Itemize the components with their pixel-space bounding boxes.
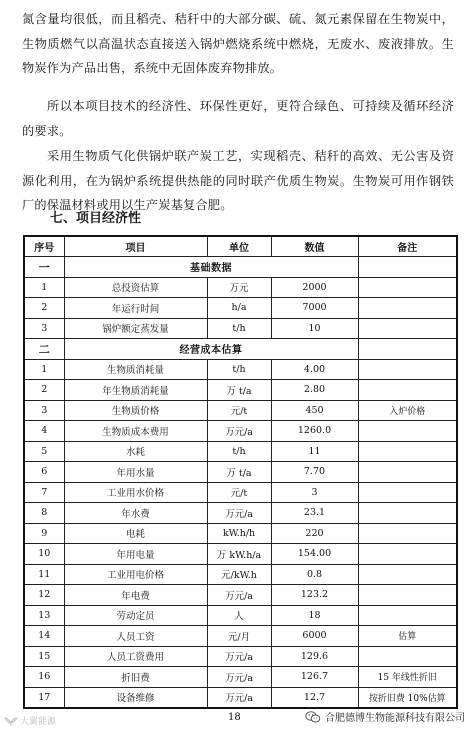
- category-remark-cell: [358, 339, 457, 360]
- cell-value: 450: [271, 400, 358, 421]
- cell-no: 11: [24, 564, 64, 585]
- cell-remark: 按折旧费 10%估算: [358, 687, 457, 708]
- cell-unit: 元/kW.h: [207, 564, 271, 585]
- cell-item: 工业用电价格: [64, 564, 207, 585]
- cell-no: 15: [24, 646, 64, 667]
- table-row: [24, 421, 457, 442]
- cell-value: 7.70: [271, 462, 358, 483]
- table-row: [24, 667, 457, 688]
- table-row: [24, 462, 457, 483]
- watermark-logo: [4, 714, 56, 727]
- cell-no: 4: [24, 421, 64, 442]
- cell-unit: t/h: [207, 359, 271, 380]
- cell-value: 11: [271, 441, 358, 462]
- cell-value: 1260.0: [271, 421, 358, 442]
- cell-unit: t/h: [207, 441, 271, 462]
- sprout-logo-icon: [4, 715, 18, 727]
- cell-no: 1: [24, 359, 64, 380]
- cell-no: 13: [24, 605, 64, 626]
- cell-unit: 元/t: [207, 482, 271, 503]
- table-row: [24, 523, 457, 544]
- cell-remark: [358, 380, 457, 401]
- cell-remark: [358, 359, 457, 380]
- cell-unit: 万元/a: [207, 503, 271, 524]
- table-row: [24, 605, 457, 626]
- cell-item: 年用水量: [64, 462, 207, 483]
- cell-unit: 万 kW.h/a: [207, 544, 271, 565]
- cell-remark: [358, 523, 457, 544]
- table-row: [24, 298, 457, 319]
- cell-remark: [358, 318, 457, 339]
- table-row: [24, 503, 457, 524]
- cell-remark: [358, 462, 457, 483]
- table-row: [24, 544, 457, 565]
- cell-value: 10: [271, 318, 358, 339]
- cell-unit: 万元/a: [207, 687, 271, 708]
- cell-value: 129.6: [271, 646, 358, 667]
- table-category-row: [24, 257, 457, 278]
- cell-item: 年运行时间: [64, 298, 207, 319]
- cell-value: 4.00: [271, 359, 358, 380]
- cell-item: 锅炉额定蒸发量: [64, 318, 207, 339]
- cell-unit: 人: [207, 605, 271, 626]
- cell-remark: [358, 585, 457, 606]
- cell-no: 5: [24, 441, 64, 462]
- cell-no: 16: [24, 667, 64, 688]
- table-row: [24, 626, 457, 647]
- cell-no: 17: [24, 687, 64, 708]
- cell-remark: [358, 646, 457, 667]
- cell-no: 3: [24, 400, 64, 421]
- cell-value: 18: [271, 605, 358, 626]
- header-item: 项目: [64, 236, 207, 257]
- cell-remark: [358, 564, 457, 585]
- cell-value: 154.00: [271, 544, 358, 565]
- header-remark: 备注: [358, 236, 457, 257]
- cell-unit: 万元/a: [207, 585, 271, 606]
- table-row: [24, 441, 457, 462]
- table-body: [24, 257, 457, 708]
- cell-value: 2000: [271, 277, 358, 298]
- cell-no: 1: [24, 277, 64, 298]
- cell-item: 总投资估算: [64, 277, 207, 298]
- table-category-row: [24, 339, 457, 360]
- cell-remark: [358, 441, 457, 462]
- table-row: [24, 646, 457, 667]
- cell-no: 14: [24, 626, 64, 647]
- cell-remark: [358, 421, 457, 442]
- cell-item: 年用电量: [64, 544, 207, 565]
- paragraph-process: 采用生物质气化供锅炉联产炭工艺，实现稻壳、秸秆的高效、无公害及资源化利用，在为锅炉系统提供热能的同时联产优质生物炭。生物炭可用作钢铁厂的保温材料或用以生产炭基复合肥。: [22, 149, 454, 212]
- table-row: [24, 318, 457, 339]
- table-row: [24, 585, 457, 606]
- header-value: 数值: [271, 236, 358, 257]
- table-row: [24, 482, 457, 503]
- category-number: 二: [24, 339, 64, 360]
- cell-unit: t/h: [207, 318, 271, 339]
- header-no: 序号: [24, 236, 64, 257]
- cell-item: 电耗: [64, 523, 207, 544]
- category-title: 经营成本估算: [64, 339, 358, 360]
- cell-value: 6000: [271, 626, 358, 647]
- cell-value: 12.7: [271, 687, 358, 708]
- cell-no: 2: [24, 380, 64, 401]
- cell-item: 设备维修: [64, 687, 207, 708]
- economics-table: [23, 235, 458, 709]
- paragraph-emissions: 氮含量均很低，而且稻壳、秸秆中的大部分碳、硫、氮元素保留在生物炭中，生物质燃气以高温状态直接送入锅炉燃烧系统中燃烧，无废水、废液排放。生物炭作为产品出售，系统中无固体废弃物排放。: [22, 12, 454, 75]
- wechat-icon: [305, 710, 321, 724]
- cell-value: 0.8: [271, 564, 358, 585]
- cell-unit: 元/月: [207, 626, 271, 647]
- header-unit: 单位: [207, 236, 271, 257]
- cell-remark: [358, 277, 457, 298]
- cell-no: 10: [24, 544, 64, 565]
- cell-item: 年电费: [64, 585, 207, 606]
- source-name: 合肥德博生物能源科技有限公司: [325, 713, 465, 724]
- cell-remark: [358, 605, 457, 626]
- section-title: 七、项目经济性: [50, 211, 142, 226]
- cell-value: 126.7: [271, 667, 358, 688]
- page-number: 18: [228, 712, 241, 723]
- cell-item: 工业用水价格: [64, 482, 207, 503]
- cell-item: 生物质价格: [64, 400, 207, 421]
- source-account: [305, 709, 465, 724]
- cell-unit: 元/t: [207, 400, 271, 421]
- cell-remark: [358, 503, 457, 524]
- cell-item: 生物质成本费用: [64, 421, 207, 442]
- cell-item: 水耗: [64, 441, 207, 462]
- table-row: [24, 380, 457, 401]
- cell-remark: [358, 544, 457, 565]
- cell-item: 人员工资费用: [64, 646, 207, 667]
- cell-unit: 万元/a: [207, 421, 271, 442]
- table-row: [24, 359, 457, 380]
- cell-value: 123.2: [271, 585, 358, 606]
- cell-remark: 入炉价格: [358, 400, 457, 421]
- cell-remark: 估算: [358, 626, 457, 647]
- cell-item: 年生物质消耗量: [64, 380, 207, 401]
- cell-item: 人员工资: [64, 626, 207, 647]
- cell-no: 6: [24, 462, 64, 483]
- cell-unit: h/a: [207, 298, 271, 319]
- cell-unit: 万 t/a: [207, 462, 271, 483]
- cell-value: 7000: [271, 298, 358, 319]
- cell-no: 9: [24, 523, 64, 544]
- cell-unit: 万元: [207, 277, 271, 298]
- cell-no: 8: [24, 503, 64, 524]
- table-row: [24, 400, 457, 421]
- cell-no: 12: [24, 585, 64, 606]
- table-row: [24, 277, 457, 298]
- category-number: 一: [24, 257, 64, 278]
- cell-value: 23.1: [271, 503, 358, 524]
- cell-unit: 万元/a: [207, 646, 271, 667]
- cell-item: 劳动定员: [64, 605, 207, 626]
- cell-remark: [358, 298, 457, 319]
- cell-value: 2.80: [271, 380, 358, 401]
- watermark-text: 大翼能源: [20, 717, 57, 727]
- cell-remark: [358, 482, 457, 503]
- cell-unit: 万元/a: [207, 667, 271, 688]
- cell-value: 3: [271, 482, 358, 503]
- table-row: [24, 687, 457, 708]
- cell-remark: 15 年线性折旧: [358, 667, 457, 688]
- table-row: [24, 564, 457, 585]
- cell-item: 年水费: [64, 503, 207, 524]
- cell-item: 折旧费: [64, 667, 207, 688]
- category-title: 基础数据: [64, 257, 358, 278]
- cell-value: 220: [271, 523, 358, 544]
- paragraph-summary: 所以本项目技术的经济性、环保性更好，更符合绿色、可持续及循环经济的要求。: [22, 99, 454, 138]
- table-header-row: [24, 236, 457, 257]
- category-remark-cell: [358, 257, 457, 278]
- cell-no: 3: [24, 318, 64, 339]
- cell-unit: 万 t/a: [207, 380, 271, 401]
- cell-unit: kW.h/h: [207, 523, 271, 544]
- cell-no: 7: [24, 482, 64, 503]
- cell-item: 生物质消耗量: [64, 359, 207, 380]
- cell-no: 2: [24, 298, 64, 319]
